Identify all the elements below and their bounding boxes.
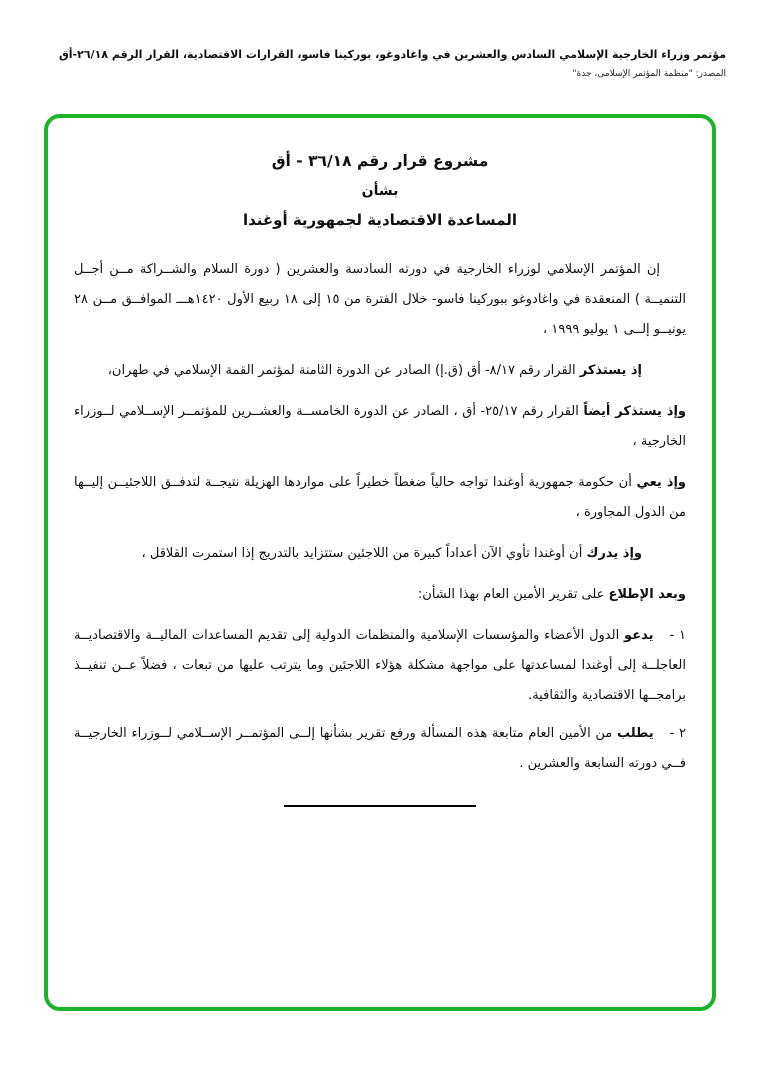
paragraph-lead: وإذ يدرك — [586, 546, 642, 561]
page-header — [34, 48, 726, 79]
paragraph-having-considered — [74, 580, 686, 610]
resolution-frame — [44, 114, 716, 1011]
item-number: ١ - — [669, 628, 686, 643]
paragraph-text: إن المؤتمر الإسلامي لوزراء الخارجية في دورته السادسة والعشرين ( دورة السلام والشــراكة مــن أجــل التنميــة ) المنعقدة في واغادوغو ببوركينا فاسو- خلال الفترة من ١٥ إلى ١٨ ربيع الأول ١٤٢٠هـــ الموافــق مــن ٢٨ يونيــو إلــى ١ يوليو ١٩٩٩ ، — [74, 262, 686, 337]
operative-item-1 — [74, 621, 686, 711]
item-text: الدول الأعضاء والمؤسسات الإسلامية والمنظمات الدولية إلى تقديم المساعدات الماليــة والاقتصاديــة العاجلــة إلى أوغندا لمساعدتها على مواجهة مشكلة هؤلاء اللاجئين وما يترتب عليها من تبعات ، فضلاً عــن تنفيــذ برامجــها الاقتصادية والثقافية. — [74, 628, 686, 703]
paragraph-lead: وبعد الإطلاع — [608, 587, 686, 602]
end-divider — [284, 805, 476, 807]
paragraph-text: أن حكومة جمهورية أوغندا تواجه حالياً ضغطاً خطيراً على مواردها الهزيلة نتيجــة لتدفــق اللاجئيــن إليــها من الدول المجاورة ، — [74, 475, 686, 520]
item-lead: يطلب — [616, 726, 654, 741]
paragraph-text: على تقرير الأمين العام بهذا الشأن: — [417, 587, 609, 602]
paragraph-lead: إذ يستذكر — [579, 363, 642, 378]
title-block — [74, 152, 686, 229]
operative-item-2 — [74, 719, 686, 779]
item-text: من الأمين العام متابعة هذه المسألة ورفع تقرير بشأنها إلــى المؤتمــر الإســلامي لــوزراء الخارجيــة فــي دورته السابعة والعشرين . — [74, 726, 686, 771]
paragraph-realizing — [74, 539, 686, 569]
paragraph-lead: وإذ يستذكر أيضاً — [583, 404, 686, 419]
header-source: المصدر: "منظمة المؤتمر الإسلامى، جدة" — [572, 69, 726, 79]
resolution-subject: المساعدة الاقتصادية لجمهورية أوغندا — [242, 211, 518, 229]
paragraph-aware — [74, 468, 686, 528]
paragraph-recalling-2 — [74, 397, 686, 457]
paragraph-intro — [74, 255, 686, 345]
item-lead: يدعو — [624, 628, 654, 643]
paragraph-recalling-1 — [74, 356, 686, 386]
paragraph-text: أن أوغندا تأوي الآن أعداداً كبيرة من اللاجئين ستتزايد بالتدريج إذا استمرت القلاقل ، — [141, 546, 587, 561]
resolution-title: مشروع قرار رقم ٣٦/١٨ - أق — [271, 152, 489, 170]
resolution-subtitle: بشأن — [361, 183, 399, 199]
header-citation: مؤتمر وزراء الخارجية الإسلامي السادس والعشرين في واغادوغو، بوركينا فاسو، القرارات الاقتصادية، القرار الرقم ٢٦/١٨-أق — [58, 48, 726, 61]
item-number: ٢ - — [669, 726, 686, 741]
paragraph-lead: وإذ يعي — [636, 475, 686, 490]
paragraph-text: القرار رقم ٨/١٧- أق (ق.إ) الصادر عن الدورة الثامنة لمؤتمر القمة الإسلامي في طهران، — [107, 363, 580, 378]
paragraph-text: القرار رقم ٢٥/١٧- أق ، الصادر عن الدورة الخامســة والعشــرين للمؤتمــر الإســلامي لــوزراء الخارجية ، — [74, 404, 686, 449]
